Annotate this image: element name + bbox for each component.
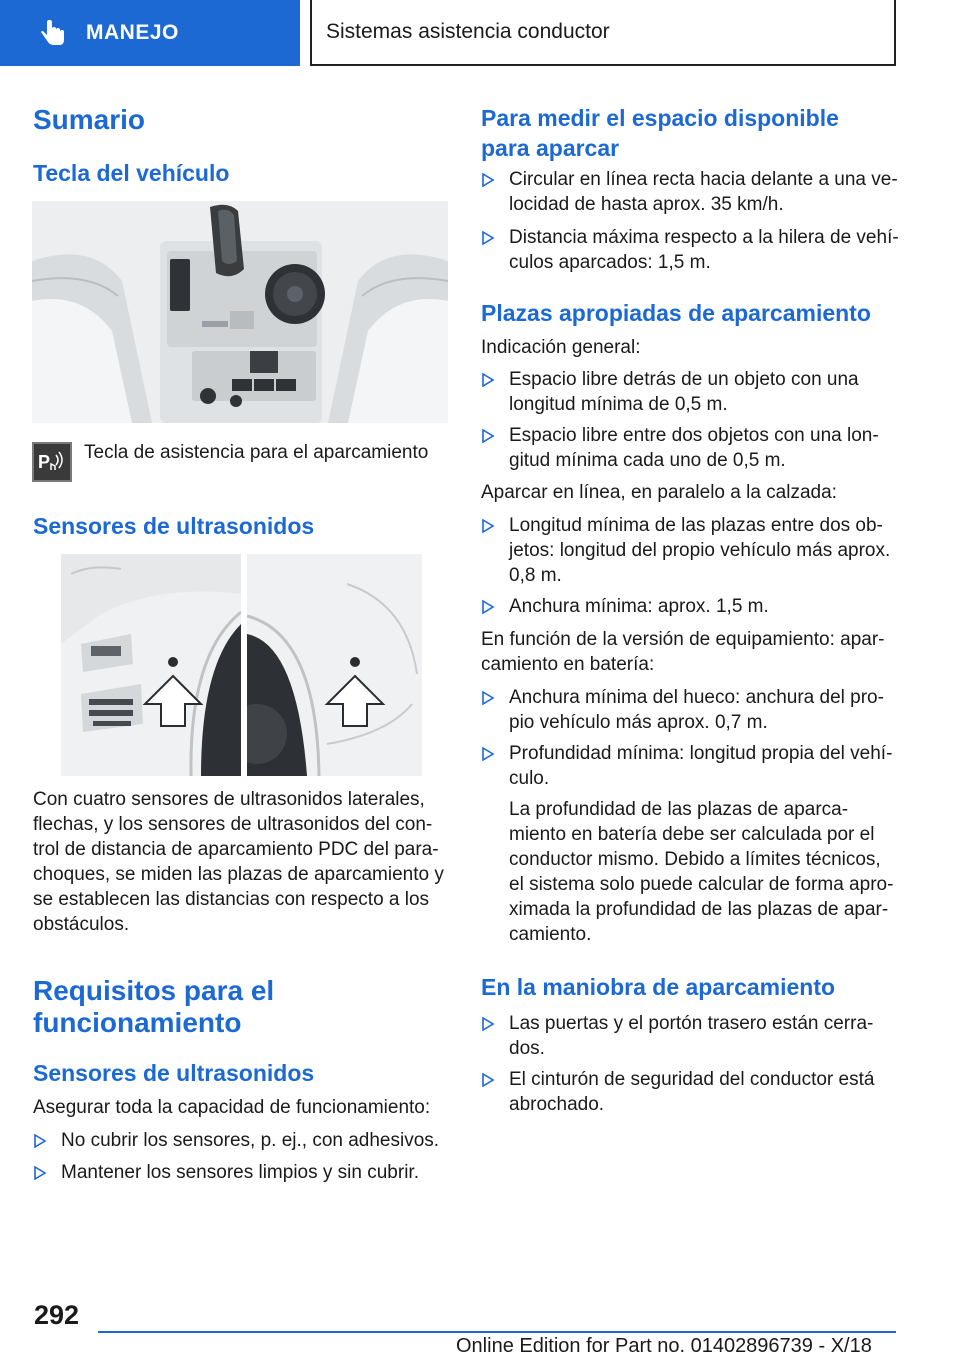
- edition-note: Online Edition for Part no. 01402896739 - X/18: [456, 1335, 872, 1357]
- section-title-text: Sistemas asistencia conductor: [326, 20, 610, 43]
- bullet-triangle-icon: [481, 1017, 495, 1031]
- list-item: Mantener los sensores limpios y sin cubrir.: [33, 1160, 419, 1185]
- button-caption: Tecla de asistencia para el aparcamiento: [84, 442, 429, 463]
- section-title: [310, 0, 896, 66]
- bullet-triangle-icon: [481, 429, 495, 443]
- parking-assist-button-icon: [32, 442, 72, 482]
- center-console-image: [32, 201, 448, 423]
- heading-measure-line: Para medir el espacio disponible: [481, 105, 839, 131]
- bullet-triangle-icon: [33, 1166, 47, 1180]
- list-item: Distancia máxima respecto a la hilera de vehí‐ culos aparcados: 1,5 m.: [481, 225, 899, 275]
- hand-pointer-icon: [38, 18, 68, 48]
- sensors-line: trol de distancia de aparcamiento PDC del para‐: [33, 839, 439, 860]
- sensors-line: flechas, y los sensores de ultrasonidos del con‐: [33, 814, 433, 835]
- list-item: Espacio libre entre dos objetos con una lon‐ gitud mínima cada uno de 0,5 m.: [481, 423, 879, 473]
- bullet-triangle-icon: [481, 747, 495, 761]
- battery-label: En función de la versión de equipamiento: apar‐ camiento en batería:: [481, 629, 885, 675]
- general-label: Indicación general:: [481, 337, 641, 358]
- chapter-tab[interactable]: [0, 0, 300, 66]
- list-item: Circular en línea recta hacia delante a una ve‐ locidad de hasta aprox. 35 km/h.: [481, 167, 898, 217]
- front-bumper-image: [61, 554, 241, 776]
- bullet-triangle-icon: [481, 600, 495, 614]
- sensors-line: Con cuatro sensores de ultrasonidos laterales,: [33, 789, 425, 810]
- bullet-triangle-icon: [481, 1073, 495, 1087]
- bullet-triangle-icon: [481, 519, 495, 533]
- bullet-triangle-icon: [33, 1134, 47, 1148]
- list-item: Longitud mínima de las plazas entre dos ob‐ jetos: longitud del propio vehículo más aprox. 0,8 m.: [481, 513, 890, 588]
- svg-text:P: P: [38, 452, 51, 472]
- bullet-triangle-icon: [481, 373, 495, 387]
- battery-note: La profundidad de las plazas de aparca‐ miento en batería debe ser calculada por el conductor mismo. Debido a límites técnicos, el sistema solo puede calcular de forma apro‐ ximada la profundidad de las plazas de apar‐ camiento.: [509, 799, 894, 945]
- heading-requirements-line: Requisitos para el: [33, 975, 275, 1006]
- page-number: 292: [34, 1300, 80, 1330]
- list-item: Anchura mínima: aprox. 1,5 m.: [481, 594, 769, 619]
- heading-requirements-line: funcionamiento: [33, 1007, 242, 1038]
- list-item: Las puertas y el portón trasero están cerra‐ dos.: [481, 1011, 873, 1061]
- list-item: No cubrir los sensores, p. ej., con adhesivos.: [33, 1128, 439, 1153]
- requirements-intro: Asegurar toda la capacidad de funcionamiento:: [33, 1097, 431, 1118]
- heading-vehicle-key: Tecla del vehículo: [33, 160, 230, 186]
- parallel-label: Aparcar en línea, en paralelo a la calzada:: [481, 482, 837, 503]
- sensors-line: choques, se miden las plazas de aparcamiento y: [33, 864, 444, 885]
- list-item: Profundidad mínima: longitud propia del vehí‐ culo.: [481, 741, 892, 791]
- heading-ultrasonic-sensors: Sensores de ultrasonidos: [33, 513, 315, 539]
- sensors-line: obstáculos.: [33, 914, 130, 935]
- heading-maneuver: En la maniobra de aparcamiento: [481, 974, 836, 1000]
- rear-bumper-image: [247, 554, 422, 776]
- chapter-tab-label: MANEJO: [86, 21, 179, 44]
- footer-rule: [98, 1331, 896, 1333]
- sensors-line: se establecen las distancias con respecto a los: [33, 889, 430, 910]
- heading-measure-space: [481, 103, 839, 163]
- sensors-paragraph: [33, 787, 444, 937]
- heading-measure-line: para aparcar: [481, 135, 620, 161]
- page-title: Sumario: [33, 104, 146, 135]
- bullet-triangle-icon: [481, 691, 495, 705]
- bullet-triangle-icon: [481, 173, 495, 187]
- bullet-triangle-icon: [481, 231, 495, 245]
- heading-requirements: [33, 975, 274, 1039]
- list-item: Anchura mínima del hueco: anchura del pro‐ pio vehículo más aprox. 0,7 m.: [481, 685, 884, 735]
- heading-suitable-spaces: Plazas apropiadas de aparcamiento: [481, 300, 871, 326]
- list-item: Espacio libre detrás de un objeto con una longitud mínima de 0,5 m.: [481, 367, 859, 417]
- heading-requirements-sensors: Sensores de ultrasonidos: [33, 1060, 315, 1086]
- list-item: El cinturón de seguridad del conductor está abrochado.: [481, 1067, 874, 1117]
